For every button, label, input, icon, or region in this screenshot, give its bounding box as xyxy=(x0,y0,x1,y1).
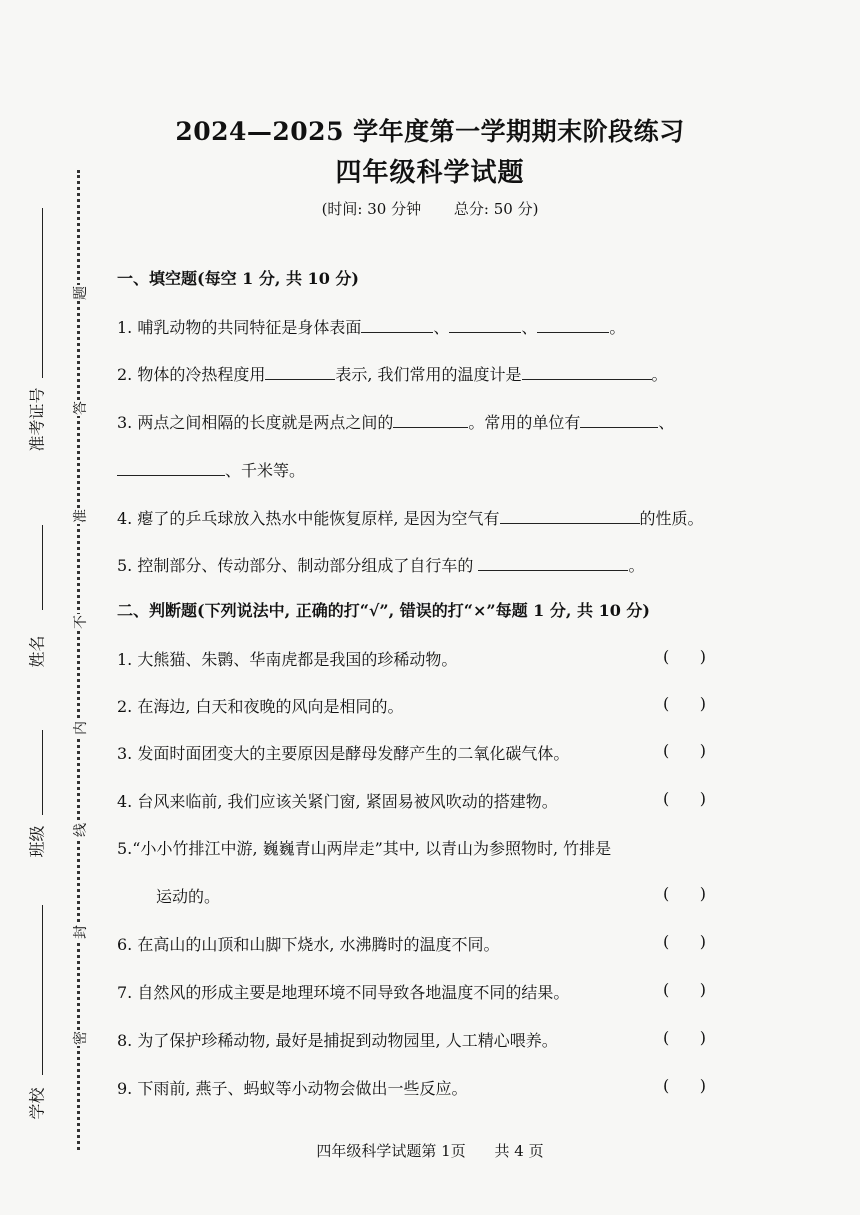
answer-parentheses[interactable]: ( ) xyxy=(663,741,706,760)
answer-blank[interactable] xyxy=(478,556,628,571)
page-footer xyxy=(0,1140,860,1161)
exam-number-label: 准考证号 xyxy=(27,387,47,452)
school-label: 学校 xyxy=(27,1087,47,1120)
answer-blank[interactable] xyxy=(449,318,521,333)
seal-char: 密 xyxy=(70,1030,90,1046)
answer-blank[interactable] xyxy=(361,318,433,333)
judge-question-8: 8. 为了保护珍稀动物, 最好是捕捉到动物园里, 人工精心喂养。 xyxy=(117,1031,558,1050)
judge-question-7: 7. 自然风的形成主要是地理环境不同导致各地温度不同的结果。 xyxy=(117,983,570,1002)
q4-end: 的性质。 xyxy=(639,509,704,528)
q1-end: 。 xyxy=(609,318,626,337)
time-info: (时间: 30 分钟 xyxy=(321,200,422,218)
q4-text: 4. 瘪了的乒乓球放入热水中能恢复原样, 是因为空气有 xyxy=(117,509,500,528)
answer-parentheses[interactable]: ( ) xyxy=(663,932,706,951)
judge-question-4: 4. 台风来临前, 我们应该关紧门窗, 紧固易被风吹动的搭建物。 xyxy=(117,792,558,811)
fill-question-2 xyxy=(117,362,668,385)
seal-char: 封 xyxy=(70,924,90,940)
q2-end: 。 xyxy=(651,365,668,384)
answer-parentheses[interactable]: ( ) xyxy=(663,884,706,903)
exam-title: 2024—2025 学年度第一学期期末阶段练习 xyxy=(175,117,685,146)
q5-end: 。 xyxy=(628,556,645,575)
school-line xyxy=(42,905,43,1075)
q3-sep: 、 xyxy=(658,413,675,432)
q3-text: 3. 两点之间相隔的长度就是两点之间的 xyxy=(117,413,394,432)
seal-char: 不 xyxy=(70,614,90,630)
answer-blank[interactable] xyxy=(265,365,335,380)
seal-char: 内 xyxy=(70,720,90,736)
answer-blank[interactable] xyxy=(537,318,609,333)
fill-question-1 xyxy=(117,315,625,338)
answer-parentheses[interactable]: ( ) xyxy=(663,647,706,666)
seal-char: 准 xyxy=(70,508,90,524)
judge-question-9: 9. 下雨前, 燕子、蚂蚁等小动物会做出一些反应。 xyxy=(117,1079,468,1098)
exam-number-line xyxy=(42,208,43,378)
answer-parentheses[interactable]: ( ) xyxy=(663,694,706,713)
score-info: 总分: 50 分) xyxy=(453,200,539,218)
answer-blank[interactable] xyxy=(393,413,468,428)
judge-question-2: 2. 在海边, 白天和夜晚的风向是相同的。 xyxy=(117,697,404,716)
name-label: 姓名 xyxy=(27,635,47,668)
page-total: 共 4 页 xyxy=(494,1142,544,1160)
q1-sep: 、 xyxy=(521,318,538,337)
q1-sep: 、 xyxy=(433,318,450,337)
seal-char: 答 xyxy=(70,400,90,416)
page-number: 四年级科学试题第 1页 xyxy=(316,1142,466,1160)
q3-end: 、千米等。 xyxy=(225,461,306,480)
answer-blank[interactable] xyxy=(500,509,640,524)
answer-parentheses[interactable]: ( ) xyxy=(663,980,706,999)
answer-blank[interactable] xyxy=(117,461,225,476)
answer-blank[interactable] xyxy=(580,413,658,428)
q3-text-mid: 。常用的单位有 xyxy=(468,413,581,432)
answer-blank[interactable] xyxy=(522,365,652,380)
q1-text: 1. 哺乳动物的共同特征是身体表面 xyxy=(117,318,362,337)
answer-parentheses[interactable]: ( ) xyxy=(663,1076,706,1095)
answer-parentheses[interactable]: ( ) xyxy=(663,1028,706,1047)
fill-question-4 xyxy=(117,506,704,529)
judge-question-6: 6. 在高山的山顶和山脚下烧水, 水沸腾时的温度不同。 xyxy=(117,935,500,954)
fill-question-3 xyxy=(117,410,674,433)
section-1-heading: 一、填空题(每空 1 分, 共 10 分) xyxy=(117,269,359,288)
class-label: 班级 xyxy=(27,825,47,858)
exam-meta xyxy=(0,198,860,219)
q2-text: 2. 物体的冷热程度用 xyxy=(117,365,266,384)
section-2-heading: 二、判断题(下列说法中, 正确的打“√”, 错误的打“×”每题 1 分, 共 10 分) xyxy=(117,601,650,620)
q5-text: 5. 控制部分、传动部分、制动部分组成了自行车的 xyxy=(117,556,474,575)
judge-question-1: 1. 大熊猫、朱鹮、华南虎都是我国的珍稀动物。 xyxy=(117,650,458,669)
seal-char: 题 xyxy=(70,285,90,301)
name-line xyxy=(42,525,43,610)
fill-question-3-cont xyxy=(117,458,305,481)
answer-parentheses[interactable]: ( ) xyxy=(663,789,706,808)
class-line xyxy=(42,730,43,815)
judge-question-5: 5.“小小竹排江中游, 巍巍青山两岸走”其中, 以青山为参照物时, 竹排是 xyxy=(117,839,612,858)
binding-dotted-line xyxy=(77,170,80,1150)
judge-question-3: 3. 发面时面团变大的主要原因是酵母发酵产生的二氧化碳气体。 xyxy=(117,744,570,763)
seal-char: 线 xyxy=(70,822,90,838)
fill-question-5 xyxy=(117,553,644,576)
q2-text-mid: 表示, 我们常用的温度计是 xyxy=(335,365,522,384)
judge-question-5-cont: 运动的。 xyxy=(156,887,221,906)
exam-subtitle: 四年级科学试题 xyxy=(335,158,525,188)
